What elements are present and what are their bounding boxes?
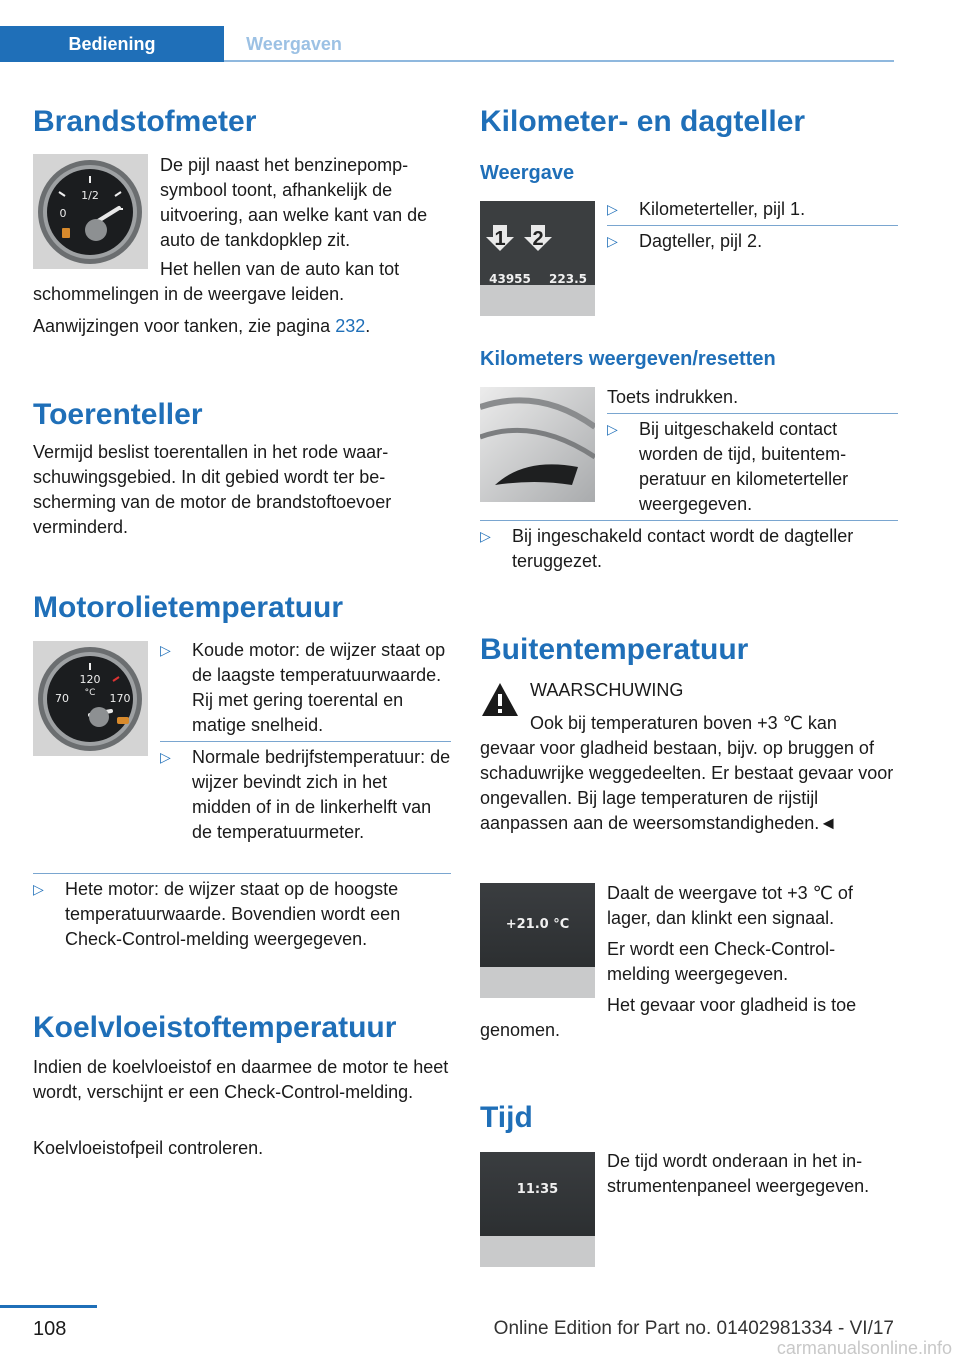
fuel-gauge-zero-label: 0 bbox=[59, 207, 67, 220]
coolant-paragraph-1: Indien de koelvloeistof en daarmee de motor te heet wordt, verschijnt er een Check-Control-melding. bbox=[33, 1057, 449, 1102]
oil-bullet-normal: ▷ Normale bedrijfstemperatuur: de wijzer bevindt zich in het midden of in de linkerhelft van de temperatuurmeter. bbox=[160, 747, 451, 842]
fuel-paragraph-2-start: Het hellen van de auto kan tot bbox=[160, 259, 400, 279]
arrow-2-label: 2 bbox=[532, 228, 544, 250]
oil-bullet-cold: ▷ Koude motor: de wijzer staat op de laagste temperatuurwaarde. Rij met gering toerental en matige snelheid. bbox=[160, 640, 446, 735]
bullet-triangle-icon: ▷ bbox=[607, 421, 618, 437]
tab-weergaven[interactable]: Weergaven bbox=[246, 34, 342, 54]
odo-subtitle-display: Weergave bbox=[480, 162, 575, 184]
bullet-triangle-icon: ▷ bbox=[607, 201, 618, 217]
footer-rule bbox=[0, 1305, 97, 1308]
bullet-divider bbox=[480, 520, 898, 521]
warning-icon bbox=[480, 680, 520, 720]
reset-bullet-on: ▷ Bij ingeschakeld contact wordt de dagteller teruggezet. bbox=[480, 526, 854, 571]
time-display-image bbox=[480, 1152, 595, 1267]
odo-image-odometer-value: 43955 bbox=[489, 272, 531, 286]
bullet-triangle-icon: ▷ bbox=[607, 233, 618, 249]
bullet-divider bbox=[33, 873, 451, 874]
reset-paragraph: Toets indrukken. bbox=[607, 387, 739, 407]
rev-title: Toerenteller bbox=[33, 398, 203, 431]
odo-bullet-odometer: ▷ Kilometerteller, pijl 1. bbox=[607, 197, 898, 222]
fuel-title: Brandstofmeter bbox=[33, 105, 257, 138]
fuel-paragraph-1: De pijl naast het benzinepompsymbool toont, afhankelijk de uitvoering, aan welke kant van de auto de tankdopklep zit. bbox=[160, 155, 428, 250]
arrow-1-label: 1 bbox=[494, 228, 506, 250]
oil-gauge-mid-label: 120 bbox=[79, 673, 101, 686]
rev-paragraph: Vermijd beslist toerentallen in het rode waarschuwingsgebied. In dit gebied wordt ter bescherming van de motor de brandstoftoevoer verminderd. bbox=[33, 442, 392, 537]
outside-paragraph-3-end: genomen. bbox=[480, 1020, 561, 1040]
fuel-gauge-half-label: 1/2 bbox=[81, 189, 99, 202]
edition-text: Online Edition for Part no. 01402981334 - VI/17 bbox=[493, 1318, 894, 1339]
fuel-gauge-image bbox=[33, 154, 148, 269]
reset-button-image bbox=[480, 387, 595, 502]
bullet-triangle-icon: ▷ bbox=[160, 749, 171, 765]
reset-bullet-off: ▷ Bij uitgeschakeld contact worden de tijd, buitentemperatuur en kilometerteller weergegeven. bbox=[607, 419, 849, 514]
fuel-paragraph-2-end: schommelingen in de weergave leiden. bbox=[33, 284, 345, 304]
page-number: 108 bbox=[33, 1318, 67, 1340]
tab-bediening[interactable]: Bediening bbox=[0, 26, 224, 62]
outside-paragraph-3-start: Het gevaar voor gladheid is toe bbox=[607, 995, 857, 1015]
coolant-title: Koelvloeistoftemperatuur bbox=[33, 1011, 397, 1044]
warning-label: WAARSCHUWING bbox=[530, 680, 684, 700]
fuel-paragraph-3: Aanwijzingen voor tanken, zie pagina 232. bbox=[33, 316, 371, 336]
outside-temp-display-image bbox=[480, 883, 595, 998]
bullet-triangle-icon: ▷ bbox=[480, 528, 491, 544]
outside-paragraph-2: Er wordt een Check-Control-melding weergegeven. bbox=[607, 939, 836, 984]
bullet-divider bbox=[607, 225, 898, 226]
oil-title: Motorolietemperatuur bbox=[33, 591, 344, 624]
oil-gauge-unit-label: °C bbox=[84, 688, 96, 698]
outside-paragraph-1: Daalt de weergave tot +3 ℃ of lager, dan klinkt een signaal. bbox=[607, 883, 853, 928]
watermark: carmanualsonline.info bbox=[776, 1338, 952, 1358]
oil-bullet-hot: ▷ Hete motor: de wijzer staat op de hoogste temperatuurwaarde. Bovendien wordt een Check-Control-melding weergegeven. bbox=[33, 879, 401, 949]
oil-gauge-image bbox=[33, 641, 148, 756]
oil-gauge-min-label: 70 bbox=[55, 692, 69, 705]
time-paragraph: De tijd wordt onderaan in het instrumentenpaneel weergegeven. bbox=[607, 1151, 870, 1196]
time-title: Tijd bbox=[480, 1101, 533, 1134]
outside-temp-display-value: +21.0 °C bbox=[505, 917, 570, 932]
coolant-paragraph-2: Koelvloeistofpeil controleren. bbox=[33, 1138, 264, 1158]
warning-text-start: Ook bij temperaturen boven +3 ℃ kan bbox=[530, 713, 837, 733]
page-link-232[interactable]: 232 bbox=[335, 316, 366, 336]
bullet-divider bbox=[607, 413, 898, 414]
bullet-triangle-icon: ▷ bbox=[160, 642, 171, 658]
odo-bullet-trip: ▷ Dagteller, pijl 2. bbox=[607, 229, 898, 254]
odo-subtitle-reset: Kilometers weergeven/resetten bbox=[480, 348, 776, 370]
outside-temp-title: Buitentemperatuur bbox=[480, 633, 749, 666]
time-display-value: 11:35 bbox=[516, 1182, 559, 1197]
odo-title: Kilometer- en dagteller bbox=[480, 105, 806, 138]
odometer-display-image bbox=[480, 201, 595, 316]
header-tabbar bbox=[0, 26, 894, 62]
odo-image-trip-value: 223.5 bbox=[549, 272, 587, 286]
warning-text-end: gevaar voor gladheid bestaan, bijv. op bruggen of schaduwrijke weggedeelten. Er bestaat gevaar voor ongevallen. Bij lage temperaturen de rijstijl aanpassen aan de weersomstandigheden.◄ bbox=[480, 738, 894, 833]
bullet-divider bbox=[160, 741, 451, 742]
bullet-triangle-icon: ▷ bbox=[33, 881, 44, 897]
oil-gauge-max-label: 170 bbox=[109, 692, 131, 705]
